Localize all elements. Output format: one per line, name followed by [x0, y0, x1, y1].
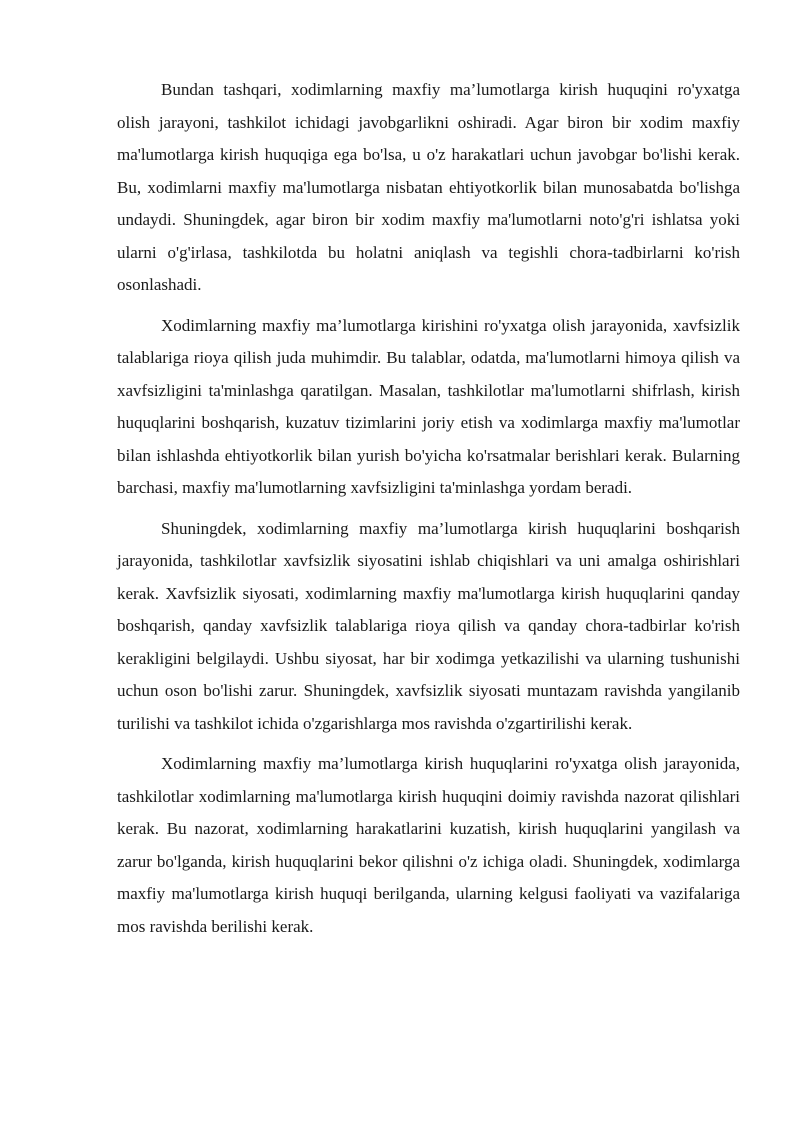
paragraph-2: Xodimlarning maxfiy ma’lumotlarga kirishini ro'yxatga olish jarayonida, xavfsizlik talablariga rioya qilish juda muhimdir. Bu talablar, odatda, ma'lumotlarni himoya qilish va xavfsizligini ta'minlashga qaratilgan. Masalan, tashkilotlar ma'lumotlarni shifrlash, kirish huquqlarini boshqarish, kuzatuv tizimlarini joriy etish va xodimlarga maxfiy ma'lumotlar bilan ishlashda ehtiyotkorlik bilan yurish bo'yicha ko'rsatmalar berishlari kerak. Bularning barchasi, maxfiy ma'lumotlarning xavfsizligini ta'minlashga yordam beradi.	[117, 315, 740, 497]
paragraph-1: Bundan tashqari, xodimlarning maxfiy ma’lumotlarga kirish huquqini ro'yxatga olish jarayoni, tashkilot ichidagi javobgarlikni oshiradi. Agar biron bir xodim maxfiy ma'lumotlarga kirish huquqiga ega bo'lsa, u o'z harakatlari uchun javobgar bo'lishi kerak. Bu, xodimlarni maxfiy ma'lumotlarga nisbatan ehtiyotkorlik bilan munosabatda bo'lishga undaydi. Shuningdek, agar biron bir xodim maxfiy ma'lumotlarni noto'g'ri ishlatsa yoki ularni o'g'irlasa, tashkilotda bu holatni aniqlash va tegishli chora-tadbirlarni ko'rish osonlashadi.	[117, 80, 740, 294]
paragraph-4: Xodimlarning maxfiy ma’lumotlarga kirish huquqlarini ro'yxatga olish jarayonida, tashkilotlar xodimlarning ma'lumotlarga kirish huquqini doimiy ravishda nazorat qilishlari kerak. Bu nazorat, xodimlarning harakatlarini kuzatish, kirish huquqlarini yangilash va zarur bo'lganda, kirish huquqlarini bekor qilishni o'z ichiga oladi. Shuningdek, xodimlarga maxfiy ma'lumotlarga kirish huquqi berilganda, ularning kelgusi faoliyati va vazifalariga mos ravishda berilishi kerak.	[117, 754, 740, 936]
paragraph-3: Shuningdek, xodimlarning maxfiy ma’lumotlarga kirish huquqlarini boshqarish jarayonida, tashkilotlar xavfsizlik siyosatini ishlab chiqishlari va uni amalga oshirishlari kerak. Xavfsizlik siyosati, xodimlarning maxfiy ma'lumotlarga kirish huquqlarini qanday boshqarish, qanday xavfsizlik talablariga rioya qilish va qanday chora-tadbirlar ko'rish kerakligini belgilaydi. Ushbu siyosat, har bir xodimga yetkazilishi va ularning tushunishi uchun oson bo'lishi zarur. Shuningdek, xavfsizlik siyosati muntazam ravishda yangilanib turilishi va tashkilot ichida o'zgarishlarga mos ravishda o'zgartirilishi kerak.	[117, 518, 740, 733]
